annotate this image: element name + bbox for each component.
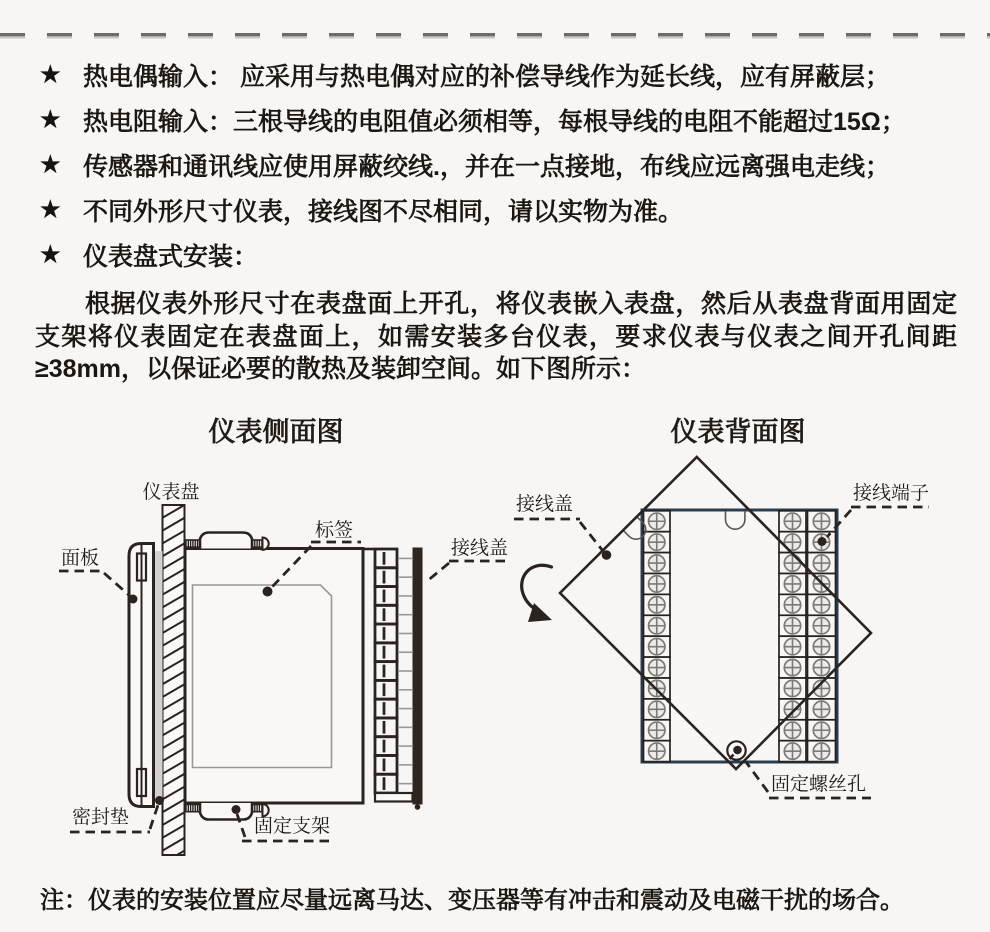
installation-paragraph: 根据仪表外形尺寸在表盘面上开孔，将仪表嵌入表盘，然后从表盘背面用固定支架将仪表固定在表盘面上，如需安装多台仪表，要求仪表与仪表之间开孔间距≥38mm，以保证必要的散热及装卸空间。如下图所示： xyxy=(35,290,957,383)
terminal-cover-bar xyxy=(413,548,423,805)
label-panel-board: 仪表盘 xyxy=(142,482,200,503)
leader-terminal-cover-back xyxy=(514,519,603,551)
bottom-note: 注：仪表的安装位置应尽量远离马达、变压器等有冲击和震动及电磁干扰的场合。 xyxy=(40,887,904,914)
leader-dot xyxy=(129,595,138,604)
bullet-row xyxy=(40,52,970,97)
label-bracket: 固定支架 xyxy=(254,816,331,837)
label-gasket: 密封垫 xyxy=(72,807,130,828)
rotate-open-arrow xyxy=(522,565,552,611)
bullet-row xyxy=(40,187,970,232)
terminal-ladder xyxy=(375,549,412,793)
label-terminals: 接线端子 xyxy=(853,483,930,504)
terminal-base-plate xyxy=(375,793,413,802)
bullet-text-rtd: 热电阻输入：三根导线的电阻值必须相等，每根导线的电阻不能超过15Ω； xyxy=(83,107,906,136)
back-view-diagram xyxy=(514,417,929,798)
leader-dot xyxy=(232,805,241,814)
label-front-panel: 面板 xyxy=(61,548,100,569)
leader-dot xyxy=(155,796,164,805)
bullet-text-thermocouple: 热电偶输入： 应采用与热电偶对应的补偿导线作为延长线，应有屏蔽层； xyxy=(83,62,890,91)
diagrams-figure xyxy=(0,408,990,870)
bullet-text-wiring-diagram: 不同外形尺寸仪表，接线图不尽相同，请以实物为准。 xyxy=(83,197,684,226)
bullet-row xyxy=(40,232,970,277)
leader-front-panel xyxy=(59,571,130,596)
label-terminal-cover-back: 接线盖 xyxy=(516,494,574,515)
leader-dot xyxy=(818,537,827,546)
star-bullet-icon: ★ xyxy=(40,196,61,222)
star-bullet-icon: ★ xyxy=(40,106,61,132)
side-view-title: 仪表侧面图 xyxy=(208,417,344,447)
star-bullet-icon: ★ xyxy=(40,151,61,177)
screw-head xyxy=(263,804,269,816)
dashed-divider xyxy=(0,33,990,39)
bullet-row xyxy=(40,142,970,187)
leader-dot xyxy=(602,550,612,560)
leader-terminal-cover xyxy=(426,561,511,582)
star-bullet-icon: ★ xyxy=(40,241,61,267)
label-sticker: 标签 xyxy=(315,520,354,541)
bullet-text-shielding: 传感器和通讯线应使用屏蔽绞线.，并在一点接地，布线应远离强电走线； xyxy=(83,152,890,181)
fixing-screw xyxy=(733,746,742,755)
bullet-row xyxy=(40,97,970,142)
bullet-list xyxy=(40,52,970,277)
cover-bar-pin xyxy=(415,804,421,810)
label-screw-hole: 固定螺丝孔 xyxy=(771,774,867,795)
star-bullet-icon: ★ xyxy=(40,61,61,87)
fixing-bracket-bottom xyxy=(200,803,252,820)
label-terminal-cover-side: 接线盖 xyxy=(451,538,509,559)
screw-head xyxy=(263,538,269,550)
leader-terminals xyxy=(827,507,929,537)
side-view-diagram xyxy=(59,417,511,870)
bullet-text-panel-mount-heading: 仪表盘式安装： xyxy=(83,242,259,271)
leader-dot xyxy=(263,587,273,597)
back-view-title: 仪表背面图 xyxy=(670,417,806,447)
fixing-bracket-top xyxy=(200,533,252,549)
